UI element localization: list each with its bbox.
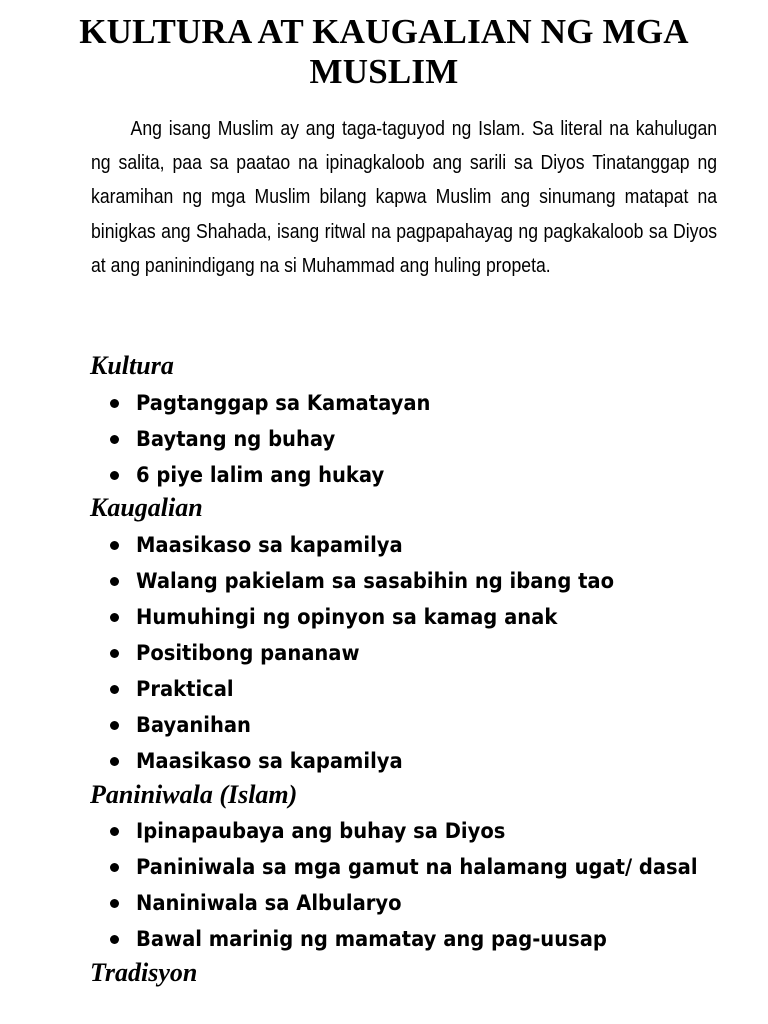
section-heading-paniniwala: Paniniwala (Islam): [90, 780, 298, 809]
list-item: Walang pakielam sa sasabihin ng ibang tao: [110, 563, 650, 599]
section-heading-kaugalian: Kaugalian: [90, 493, 203, 522]
list-item: Baytang ng buhay: [110, 421, 453, 457]
list-item: Praktical: [110, 671, 650, 707]
list-item: Positibong pananaw: [110, 635, 650, 671]
section-heading-tradisyon: Tradisyon: [90, 958, 198, 987]
bullet-icon: [110, 863, 119, 872]
bullet-icon: [110, 435, 119, 444]
bullet-icon: [110, 685, 119, 694]
bullet-icon: [110, 471, 119, 480]
list-item: Maasikaso sa kapamilya: [110, 743, 650, 779]
intro-paragraph: Ang isang Muslim ay ang taga-taguyod ng Islam. Sa literal na kahulugan ng salita, paa sa paatao na ipinagkaloob ang sarili sa Diyos Tinatanggap ng karamihan ng mga Muslim bilang kapwa Muslim ang sinumang matapat na binigkas ang Shahada, isang ritwal na pagpapahayag ng pagkakaloob sa Diyos at ang paninindigang na si Muhammad ang huling propeta.: [91, 117, 718, 277]
kultura-list: [110, 385, 453, 493]
bullet-icon: [110, 757, 119, 766]
list-item: Maasikaso sa kapamilya: [110, 527, 650, 563]
bullet-icon: [110, 649, 119, 658]
bullet-icon: [110, 721, 119, 730]
list-item: Ipinapaubaya ang buhay sa Diyos: [110, 813, 740, 849]
bullet-icon: [110, 827, 119, 836]
section-heading-kultura: Kultura: [90, 351, 174, 380]
kaugalian-list: [110, 527, 650, 779]
list-item: Bawal marinig ng mamatay ang pag-uusap: [110, 921, 740, 957]
bullet-icon: [110, 541, 119, 550]
list-item: Pagtanggap sa Kamatayan: [110, 385, 453, 421]
list-item: Bayanihan: [110, 707, 650, 743]
bullet-icon: [110, 935, 119, 944]
bullet-icon: [110, 899, 119, 908]
list-item: Paniniwala sa mga gamut na halamang ugat/ dasal: [110, 849, 740, 885]
list-item: 6 piye lalim ang hukay: [110, 457, 453, 493]
list-item: Humuhingi ng opinyon sa kamag anak: [110, 599, 650, 635]
list-item: Naniniwala sa Albularyo: [110, 885, 740, 921]
bullet-icon: [110, 577, 119, 586]
bullet-icon: [110, 613, 119, 622]
paniniwala-list: [110, 813, 740, 957]
bullet-icon: [110, 399, 119, 408]
page-title: KULTURA AT KAUGALIAN NG MGA MUSLIM: [79, 12, 689, 91]
